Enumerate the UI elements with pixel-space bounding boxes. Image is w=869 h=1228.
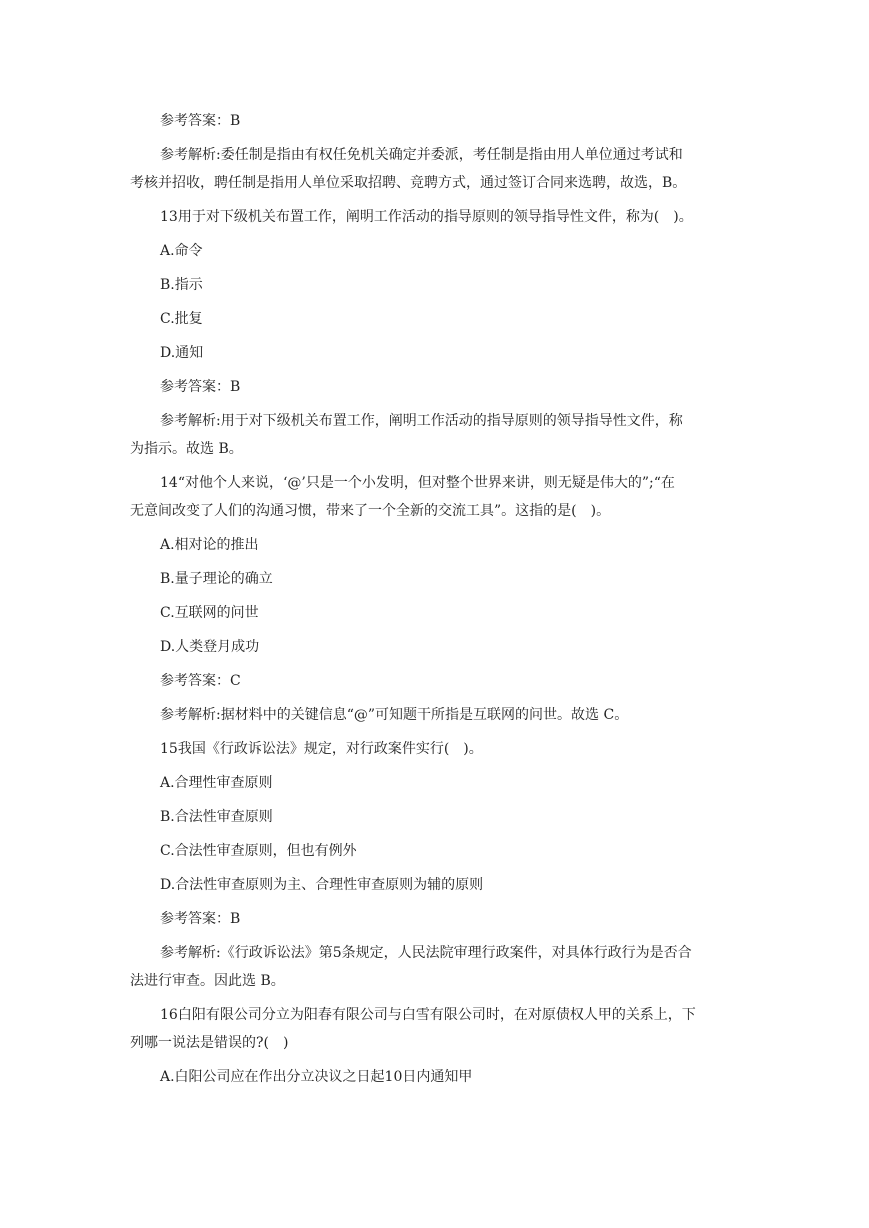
q16-option-a: A.白阳公司应在作出分立决议之日起10日内通知甲 (160, 1069, 473, 1085)
q14-option-c: C.互联网的问世 (160, 605, 259, 621)
q16-question-line-2: 列哪一说法是错误的?( ) (130, 1035, 289, 1051)
q13-explanation-line-1: 参考解析:用于对下级机关布置工作，阐明工作活动的指导原则的领导指导性文件，称 (160, 413, 683, 429)
q13-option-d: D.通知 (160, 345, 204, 361)
q12-answer: 参考答案：B (160, 113, 241, 129)
q13-option-b: B.指示 (160, 277, 203, 293)
document-body (130, 111, 742, 1101)
q14-option-d: D.人类登月成功 (160, 639, 260, 655)
q15-question: 15我国《行政诉讼法》规定，对行政案件实行( )。 (160, 741, 483, 757)
q14-option-a: A.相对论的推出 (160, 537, 259, 553)
q13-answer: 参考答案：B (160, 379, 241, 395)
q15-option-a: A.合理性审查原则 (160, 775, 273, 791)
q12-explanation-line-1: 参考解析:委任制是指由有权任免机关确定并委派，考任制是指由用人单位通过考试和 (160, 147, 683, 163)
q15-option-b: B.合法性审查原则 (160, 809, 273, 825)
q14-question-line-2: 无意间改变了人们的沟通习惯，带来了一个全新的交流工具”。这指的是( )。 (130, 503, 611, 519)
q13-option-a: A.命令 (160, 243, 203, 259)
q14-question-line-1: 14“对他个人来说，‘@’只是一个小发明，但对整个世界来讲，则无疑是伟大的”;“在 (160, 475, 675, 491)
q14-answer: 参考答案：C (160, 673, 241, 689)
q14-explanation: 参考解析:据材料中的关键信息“@”可知题干所指是互联网的问世。故选 C。 (160, 707, 629, 723)
q15-option-d: D.合法性审查原则为主、合理性审查原则为辅的原则 (160, 877, 484, 893)
q14-option-b: B.量子理论的确立 (160, 571, 273, 587)
q15-explanation-line-1: 参考解析:《行政诉讼法》第5条规定，人民法院审理行政案件，对具体行政行为是否合 (160, 945, 692, 961)
q15-answer: 参考答案：B (160, 911, 241, 927)
q13-explanation-line-2: 为指示。故选 B。 (130, 441, 243, 457)
q13-option-c: C.批复 (160, 311, 203, 327)
q12-explanation-line-2: 考核并招收，聘任制是指用人单位采取招聘、竞聘方式，通过签订合同来选聘，故选，B。 (130, 175, 687, 191)
q13-question: 13用于对下级机关布置工作，阐明工作活动的指导原则的领导指导性文件，称为( )。 (160, 209, 693, 225)
q16-question-line-1: 16白阳有限公司分立为阳春有限公司与白雪有限公司时，在对原债权人甲的关系上，下 (160, 1007, 696, 1023)
q15-explanation-line-2: 法进行审查。因此选 B。 (130, 973, 285, 989)
q15-option-c: C.合法性审查原则，但也有例外 (160, 843, 357, 859)
